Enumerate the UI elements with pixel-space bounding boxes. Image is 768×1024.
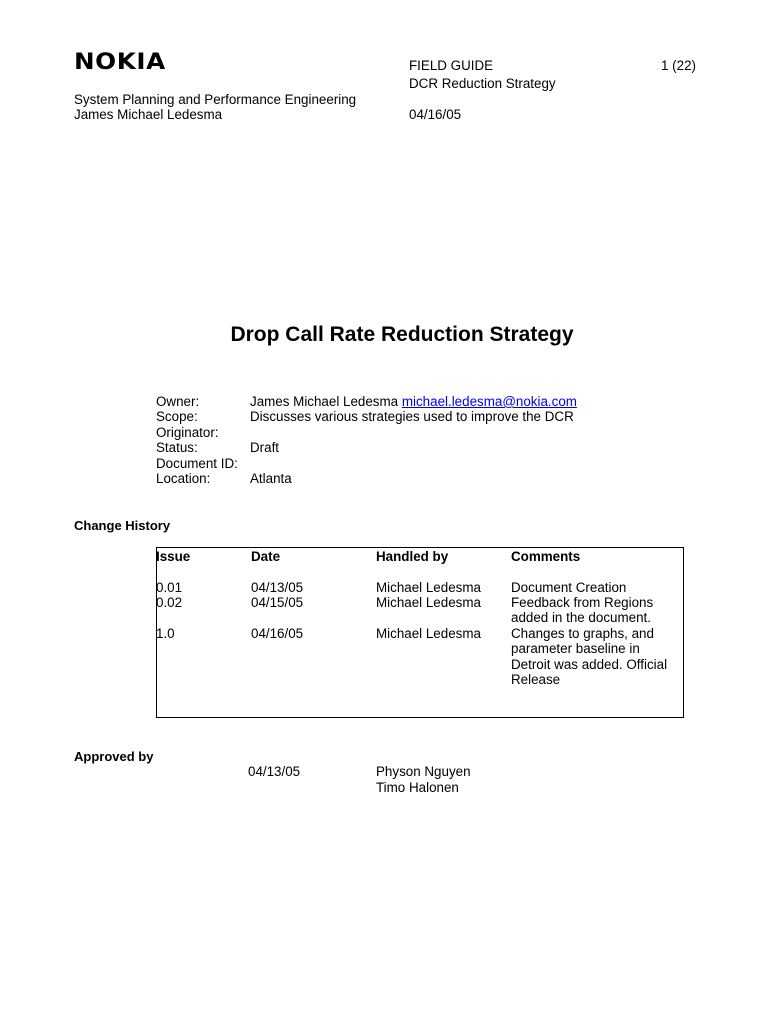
status-label: Status: bbox=[156, 440, 198, 455]
owner-email-link[interactable]: michael.ledesma@nokia.com bbox=[401, 394, 577, 409]
row-date: 04/13/05 bbox=[251, 580, 304, 595]
owner-label: Owner: bbox=[156, 394, 200, 409]
column-header-date: Date bbox=[251, 549, 281, 564]
row-handled-by: Michael Ledesma bbox=[376, 595, 481, 610]
row-handled-by: Michael Ledesma bbox=[376, 626, 481, 641]
originator-label: Originator: bbox=[156, 425, 219, 440]
header-date: 04/16/05 bbox=[409, 107, 462, 122]
approver-name: Timo Halonen bbox=[376, 780, 459, 795]
owner-name: James Michael Ledesma bbox=[250, 394, 399, 409]
approval-date: 04/13/05 bbox=[248, 764, 301, 779]
row-comment-line: Document Creation bbox=[511, 580, 627, 595]
location-label: Location: bbox=[156, 471, 211, 486]
status-value: Draft bbox=[250, 440, 280, 455]
nokia-logo: NOKIA bbox=[74, 50, 166, 75]
row-comment-line: parameter baseline in bbox=[511, 641, 640, 656]
row-comment-line: Release bbox=[511, 672, 561, 687]
column-header-handled-by: Handled by bbox=[376, 549, 449, 564]
document-type: FIELD GUIDE bbox=[409, 58, 494, 73]
scope-value: Discusses various strategies used to improve the DCR bbox=[250, 409, 574, 424]
department: System Planning and Performance Engineering bbox=[74, 92, 357, 107]
row-comment-line: Changes to graphs, and bbox=[511, 626, 654, 641]
document-title: Drop Call Rate Reduction Strategy bbox=[230, 323, 574, 346]
page-number: 1 (22) bbox=[661, 58, 696, 73]
row-issue: 1.0 bbox=[156, 626, 175, 641]
row-handled-by: Michael Ledesma bbox=[376, 580, 481, 595]
header-short-title: DCR Reduction Strategy bbox=[409, 76, 556, 91]
change-history-heading: Change History bbox=[74, 518, 171, 533]
row-comment-line: added in the document. bbox=[511, 610, 651, 625]
location-value: Atlanta bbox=[250, 471, 292, 486]
document-id-label: Document ID: bbox=[156, 456, 238, 471]
row-issue: 0.02 bbox=[156, 595, 183, 610]
column-header-issue: Issue bbox=[156, 549, 191, 564]
header-author: James Michael Ledesma bbox=[74, 107, 223, 122]
row-date: 04/15/05 bbox=[251, 595, 304, 610]
approved-by-heading: Approved by bbox=[74, 749, 154, 764]
row-date: 04/16/05 bbox=[251, 626, 304, 641]
row-issue: 0.01 bbox=[156, 580, 183, 595]
row-comment-line: Feedback from Regions bbox=[511, 595, 654, 610]
scope-label: Scope: bbox=[156, 409, 198, 424]
owner-value bbox=[250, 394, 577, 409]
column-header-comments: Comments bbox=[511, 549, 581, 564]
approver-name: Physon Nguyen bbox=[376, 764, 471, 779]
row-comment-line: Detroit was added. Official bbox=[511, 657, 668, 672]
